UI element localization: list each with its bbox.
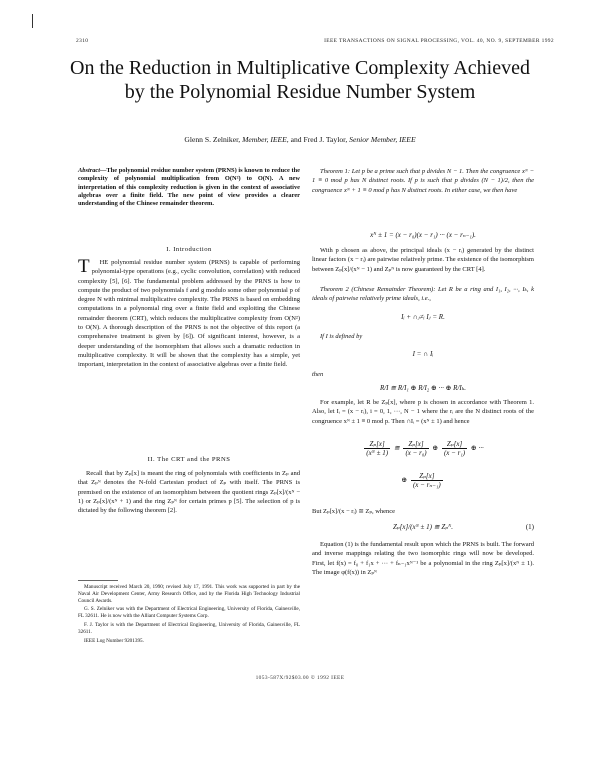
theorem-1-label: Theorem 1: bbox=[320, 168, 350, 175]
theorem-2-text: Let R be a ring and I₁, I₂, ···, Iₖ, k ideals of pairwise relatively prime ideals, i.e., bbox=[312, 286, 534, 303]
equation-1-body: Zₚ[x]/(xᴺ ± 1) ≅ Zₚᴺ. bbox=[392, 523, 454, 531]
paragraph-example: For example, let R be Zₚ[x], where p is chosen in accordance with Theorem 1. Also, let Iᵢ = (x − rᵢ), i = 0, 1, ···, N − 1 where the rᵢ are the N distinct roots of the congruence xᴺ ± 1 ≡ 0 mod p. Then ∩Iᵢ = (xᴺ ± 1) and hence bbox=[312, 399, 534, 425]
running-header bbox=[76, 38, 554, 48]
journal-name: IEEE TRANSACTIONS ON SIGNAL PROCESSING, VOL. 40, NO. 9, SEPTEMBER 1992 bbox=[324, 38, 554, 44]
fraction-2 bbox=[403, 440, 428, 457]
section-heading-crt: II. The CRT and the PRNS bbox=[147, 456, 231, 463]
footnote-received: Manuscript received March 20, 1990; revised July 17, 1991. This work was supported in part by the Naval Air Development Center, Army Research Office, and by the Florida High Technology Industrial Council Awards. bbox=[78, 584, 300, 604]
footnotes bbox=[78, 580, 300, 646]
fraction-4-numerator: Zₚ[x] bbox=[411, 472, 443, 481]
equation-quotient-decomposition-cont: ⊕ $\frac{\text{Zₚ[x]}}{\text{(x − rₙ₋₁)}}$ bbox=[401, 472, 441, 489]
fraction-3-denominator: (x − r₁) bbox=[443, 449, 466, 457]
fraction-3 bbox=[442, 440, 467, 457]
abstract-text: The polynomial residue number system (PRNS) is known to reduce the complexity of polynomial multiplication from O(N²) to O(N). A new interpretation of this complexity reduction is given in the context of associative algebras over a finite field. The new point of view provides a clearer understanding of the Chinese remainder theorem. bbox=[78, 167, 300, 208]
page-number: 2310 bbox=[76, 38, 89, 44]
abstract bbox=[78, 167, 300, 208]
footnote-ieee-log: IEEE Log Number 9201395. bbox=[84, 637, 144, 644]
author-line bbox=[70, 135, 530, 145]
abstract-lead: Abstract— bbox=[78, 167, 107, 174]
equation-factorization: xᴺ ± 1 = (x − r₀)(x − r₁) ··· (x − rₙ₋₁). bbox=[370, 231, 476, 239]
footnote-author-1: G. S. Zelniker was with the Department of Electrical Engineering, University of Florida, Gainesville, FL 32611. He is now with the Alliant Computer Systems Corp. bbox=[78, 606, 300, 620]
crt-paragraph: Recall that by Zₚ[x] is meant the ring of polynomials with coefficients in Zₚ and that Zₚᴺ denotes the N-fold Cartesian product of Zₚ with itself. The PRNS is premised on the existence of an isomorphism between the quotient rings Zₚ[x]/(xᴺ − 1) or Zₚ[x]/(xᴺ + 1) and the ring Zₚᴺ for certain primes p [5]. The selection of p is dictated by the following theorem [2]. bbox=[78, 470, 300, 515]
copyright-line: 1053-587X/92$03.00 © 1992 IEEE bbox=[255, 675, 345, 681]
author-1: Glenn S. Zelniker, bbox=[184, 135, 241, 144]
paragraph-ideals: With p chosen as above, the principal ideals (x − rᵢ) generated by the distinct linear factors (x − rᵢ) are pairwise relatively prime. The existence of the isomorphism between Zₚ[x]/(xᴺ − 1) and Zₚᴺ is now guaranteed by the CRT [4]. bbox=[312, 247, 534, 273]
fraction-1 bbox=[364, 440, 390, 457]
fraction-1-numerator: Zₚ[x] bbox=[364, 440, 390, 449]
fraction-4 bbox=[411, 472, 443, 489]
equation-ideal-sum: Iᵢ + ∩ⱼ≠ᵢ Iⱼ = R. bbox=[401, 313, 445, 321]
equation-crt-isomorphism: R/I ≅ R/I₁ ⊕ R/I₂ ⊕ ··· ⊕ R/Iₖ. bbox=[379, 384, 467, 392]
fraction-2-numerator: Zₚ[x] bbox=[403, 440, 428, 449]
then-text: then bbox=[312, 371, 324, 378]
equation-ideal-intersection: I = ∩ Iᵢ bbox=[412, 350, 434, 358]
paper-title: On the Reduction in Multiplicative Complexity Achieved by the Polynomial Residue Number System bbox=[70, 57, 530, 103]
theorem-2 bbox=[312, 285, 534, 304]
theorem-1 bbox=[312, 167, 534, 195]
theorem-1-text: Let p be a prime such that p divides N − 1. Then the congruence xᴺ − 1 ≡ 0 mod p has N distinct roots. If p is such that p divides (N − 1)/2, then the congruence xᴺ + 1 ≡ 0 mod p has N distinct roots. In either case, we then have bbox=[312, 168, 534, 194]
fraction-2-denominator: (x − r₀) bbox=[405, 449, 427, 457]
equation-1-number: (1) bbox=[525, 523, 534, 531]
equation-quotient-decomposition: $\frac{\text{Zₚ[x]}}{\text{(xᴺ ± 1)}}$ ≅ $\frac{\text{Zₚ[x]}}{\text{(x − r₀)}}$ ⊕ $\frac{\text{Zₚ[x]}}{\text{(x − r₁)}}$ ⊕ ··· bbox=[366, 440, 484, 457]
author-conjunction: and bbox=[290, 135, 302, 144]
fraction-3-numerator: Zₚ[x] bbox=[442, 440, 467, 449]
theorem-2-label: Theorem 2 (Chinese Remainder Theorem): bbox=[320, 286, 436, 293]
footnote-rule bbox=[78, 580, 118, 581]
section-heading-introduction: I. Introduction bbox=[166, 246, 212, 253]
author-2-title: Senior Member, IEEE bbox=[349, 135, 416, 144]
fraction-1-denominator: (xᴺ ± 1) bbox=[366, 449, 389, 457]
equation-1 bbox=[312, 523, 534, 531]
author-1-title: Member, IEEE, bbox=[242, 135, 289, 144]
author-2: Fred J. Taylor, bbox=[303, 135, 348, 144]
crop-mark bbox=[32, 14, 33, 28]
if-defined-text: If I is defined by bbox=[320, 333, 363, 340]
fraction-4-denominator: (x − rₙ₋₁) bbox=[412, 481, 441, 489]
footnote-author-2: F. J. Taylor is with the Department of Electrical Engineering, University of Florida, Gainesville, FL 32611. bbox=[78, 621, 300, 635]
introduction-paragraph: THE polynomial residue number system (PRNS) is capable of performing polynomial-type operations (e.g., cyclic convolution, correlation) with reduced complexity [5], [6]. The fundamental problem addressed by the PRNS is how to compute the product of two polynomials f and g modulo some other polynomial p of degree N with minimal multiplicative complexity. The PRNS is based on embedding computations in a polynomial ring over a finite field and exploiting the Chinese remainder theorem (CRT), which reduces the multiplicative complexity from O(N²) to O(N). A thorough description of the PRNS is not the objective of this report (a comprehensive treatment is given by [6]). Of significant interest, however, is a deeper understanding of the isomorphism that allows such a dramatic reduction in multiplicative complexity. It will be shown that the complexity has a simple, yet important, interpretation in the context of associative algebras over a finite field. bbox=[78, 256, 300, 369]
paragraph-but: But Zₚ[x]/(x − rᵢ) ≅ Zₚ, whence bbox=[312, 508, 396, 515]
paragraph-mappings: Equation (1) is the fundamental result upon which the PRNS is built. The forward and inverse mappings relating the two isomorphic rings will now be developed. First, let f(x) = f₀ + f₁x + ··· + fₙ₋₁xᴺ⁻¹ be a polynomial in the ring Zₚ[x]/(xᴺ ± 1). The image φ(f(x)) in Zₚᴺ bbox=[312, 541, 534, 576]
